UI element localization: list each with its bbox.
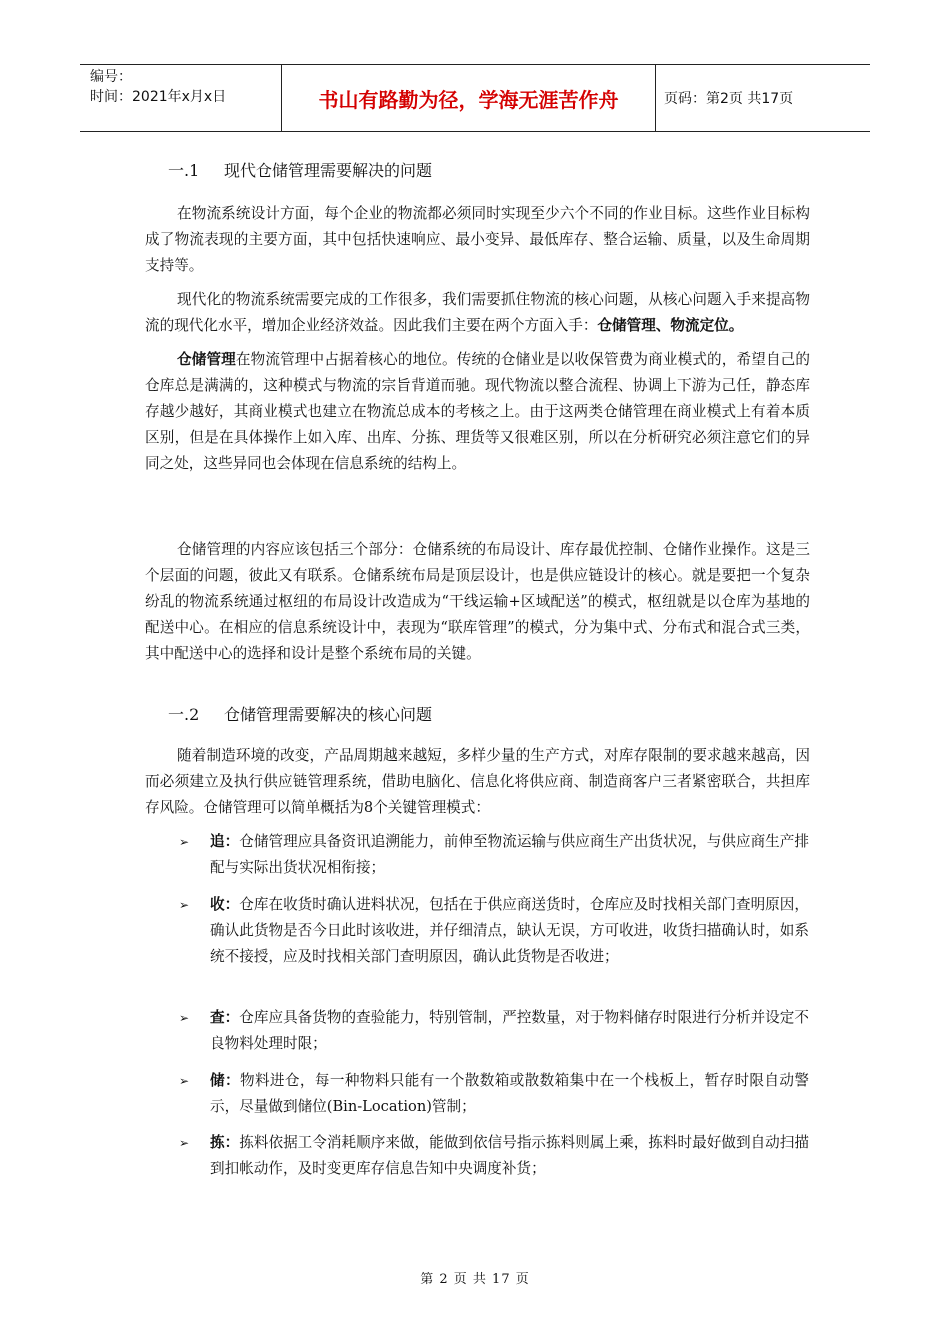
header-time-label: 时间：2021年x月x日 (90, 89, 227, 105)
section-title-text: 现代仓储管理需要解决的问题 (224, 161, 433, 180)
section-heading-2 (168, 702, 432, 725)
bullet-item (179, 892, 809, 970)
paragraph-3 (145, 347, 810, 477)
bullet-key: 拣： (210, 1134, 240, 1151)
bullet-item (179, 1005, 809, 1057)
section-heading-1 (168, 158, 432, 181)
page-footer: 第 2 页 共 17 页 (420, 1272, 530, 1287)
bullet-text: 仓库应具备货物的查验能力，特别管制，严控数量，对于物料储存时限进行分析并设定不良物料处理时限； (210, 1009, 809, 1052)
bullet-key: 追： (210, 833, 240, 850)
bullet-key: 储： (210, 1072, 240, 1089)
arrow-bullet-icon: ➢ (179, 1136, 190, 1150)
bullet-item (179, 829, 809, 881)
paragraph-5: 随着制造环境的改变，产品周期越来越短，多样少量的生产方式，对库存限制的要求越来越高，因而必须建立及执行供应链管理系统，借助电脑化、信息化将供应商、制造商客户三者紧密联合，共担库存风险。仓储管理可以简单概括为8个关键管理模式： (145, 747, 810, 816)
header-motto: 书山有路勤为径，学海无涯苦作舟 (281, 65, 656, 131)
section-number: 一.2 (168, 705, 200, 724)
bullet-key: 查： (210, 1009, 240, 1026)
bullet-text: 仓储管理应具备资讯追溯能力，前伸至物流运输与供应商生产出货状况，与供应商生产排配与实际出货状况相衔接； (210, 833, 809, 876)
bullet-item (179, 1068, 809, 1120)
header-page-info: 页码：第2页 共17页 (664, 91, 794, 107)
header-code-label: 编号： (90, 69, 132, 85)
bullet-text: 物料进仓，每一种物料只能有一个散数箱或散数箱集中在一个栈板上，暂存时限自动警示，尽量做到储位(Bin-Location)管制； (210, 1072, 809, 1115)
arrow-bullet-icon: ➢ (179, 1011, 190, 1025)
paragraph-2 (145, 287, 810, 339)
bullet-item (179, 1130, 809, 1182)
paragraph-1: 在物流系统设计方面，每个企业的物流都必须同时实现至少六个不同的作业目标。这些作业目标构成了物流表现的主要方面，其中包括快速响应、最小变异、最低库存、整合运输、质量，以及生命周期支持等。 (145, 205, 810, 274)
paragraph-4: 仓储管理的内容应该包括三个部分：仓储系统的布局设计、库存最优控制、仓储作业操作。这是三个层面的问题，彼此又有联系。仓储系统布局是顶层设计，也是供应链设计的核心。就是要把一个复杂纷乱的物流系统通过枢纽的布局设计改造成为“干线运输+区域配送”的模式，枢纽就是以仓库为基地的配送中心。在相应的信息系统设计中，表现为“联库管理”的模式，分为集中式、分布式和混合式三类，其中配送中心的选择和设计是整个系统布局的关键。 (145, 541, 810, 662)
bullet-text: 拣料依据工令消耗顺序来做，能做到依信号指示拣料则属上乘，拣料时最好做到自动扫描到扣帐动作，及时变更库存信息告知中央调度补货； (210, 1134, 809, 1177)
paragraph-3-text: 在物流管理中占据着核心的地位。传统的仓储业是以收保管费为商业模式的，希望自己的仓库总是满满的，这种模式与物流的宗旨背道而驰。现代物流以整合流程、协调上下游为己任，静态库存越少越好，其商业模式也建立在物流总成本的考核之上。由于这两类仓储管理在商业模式上有着本质区别，但是在具体操作上如入库、出库、分拣、理货等又很难区别，所以在分析研究必须注意它们的异同之处，这些异同也会体现在信息系统的结构上。 (145, 351, 810, 472)
section-number: 一.1 (168, 161, 200, 180)
arrow-bullet-icon: ➢ (179, 898, 190, 912)
header-meta (90, 67, 280, 107)
arrow-bullet-icon: ➢ (179, 835, 190, 849)
paragraph-2-text: 现代化的物流系统需要完成的工作很多，我们需要抓住物流的核心问题，从核心问题入手来提高物流的现代化水平，增加企业经济效益。因此我们主要在两个方面入手： (145, 291, 810, 334)
page-header (80, 64, 870, 132)
bullet-key: 收： (210, 896, 240, 913)
paragraph-2-bold: 仓储管理、物流定位。 (597, 317, 744, 334)
arrow-bullet-icon: ➢ (179, 1074, 190, 1088)
bullet-text: 仓库在收货时确认进料状况，包括在于供应商送货时，仓库应及时找相关部门查明原因，确认此货物是否今日此时该收进，并仔细清点，缺认无误，方可收进，收货扫描确认时，如系统不接授，应及时找相关部门查明原因，确认此货物是否收进； (210, 896, 809, 965)
paragraph-3-bold: 仓储管理 (177, 351, 236, 368)
section-title-text: 仓储管理需要解决的核心问题 (224, 705, 433, 724)
